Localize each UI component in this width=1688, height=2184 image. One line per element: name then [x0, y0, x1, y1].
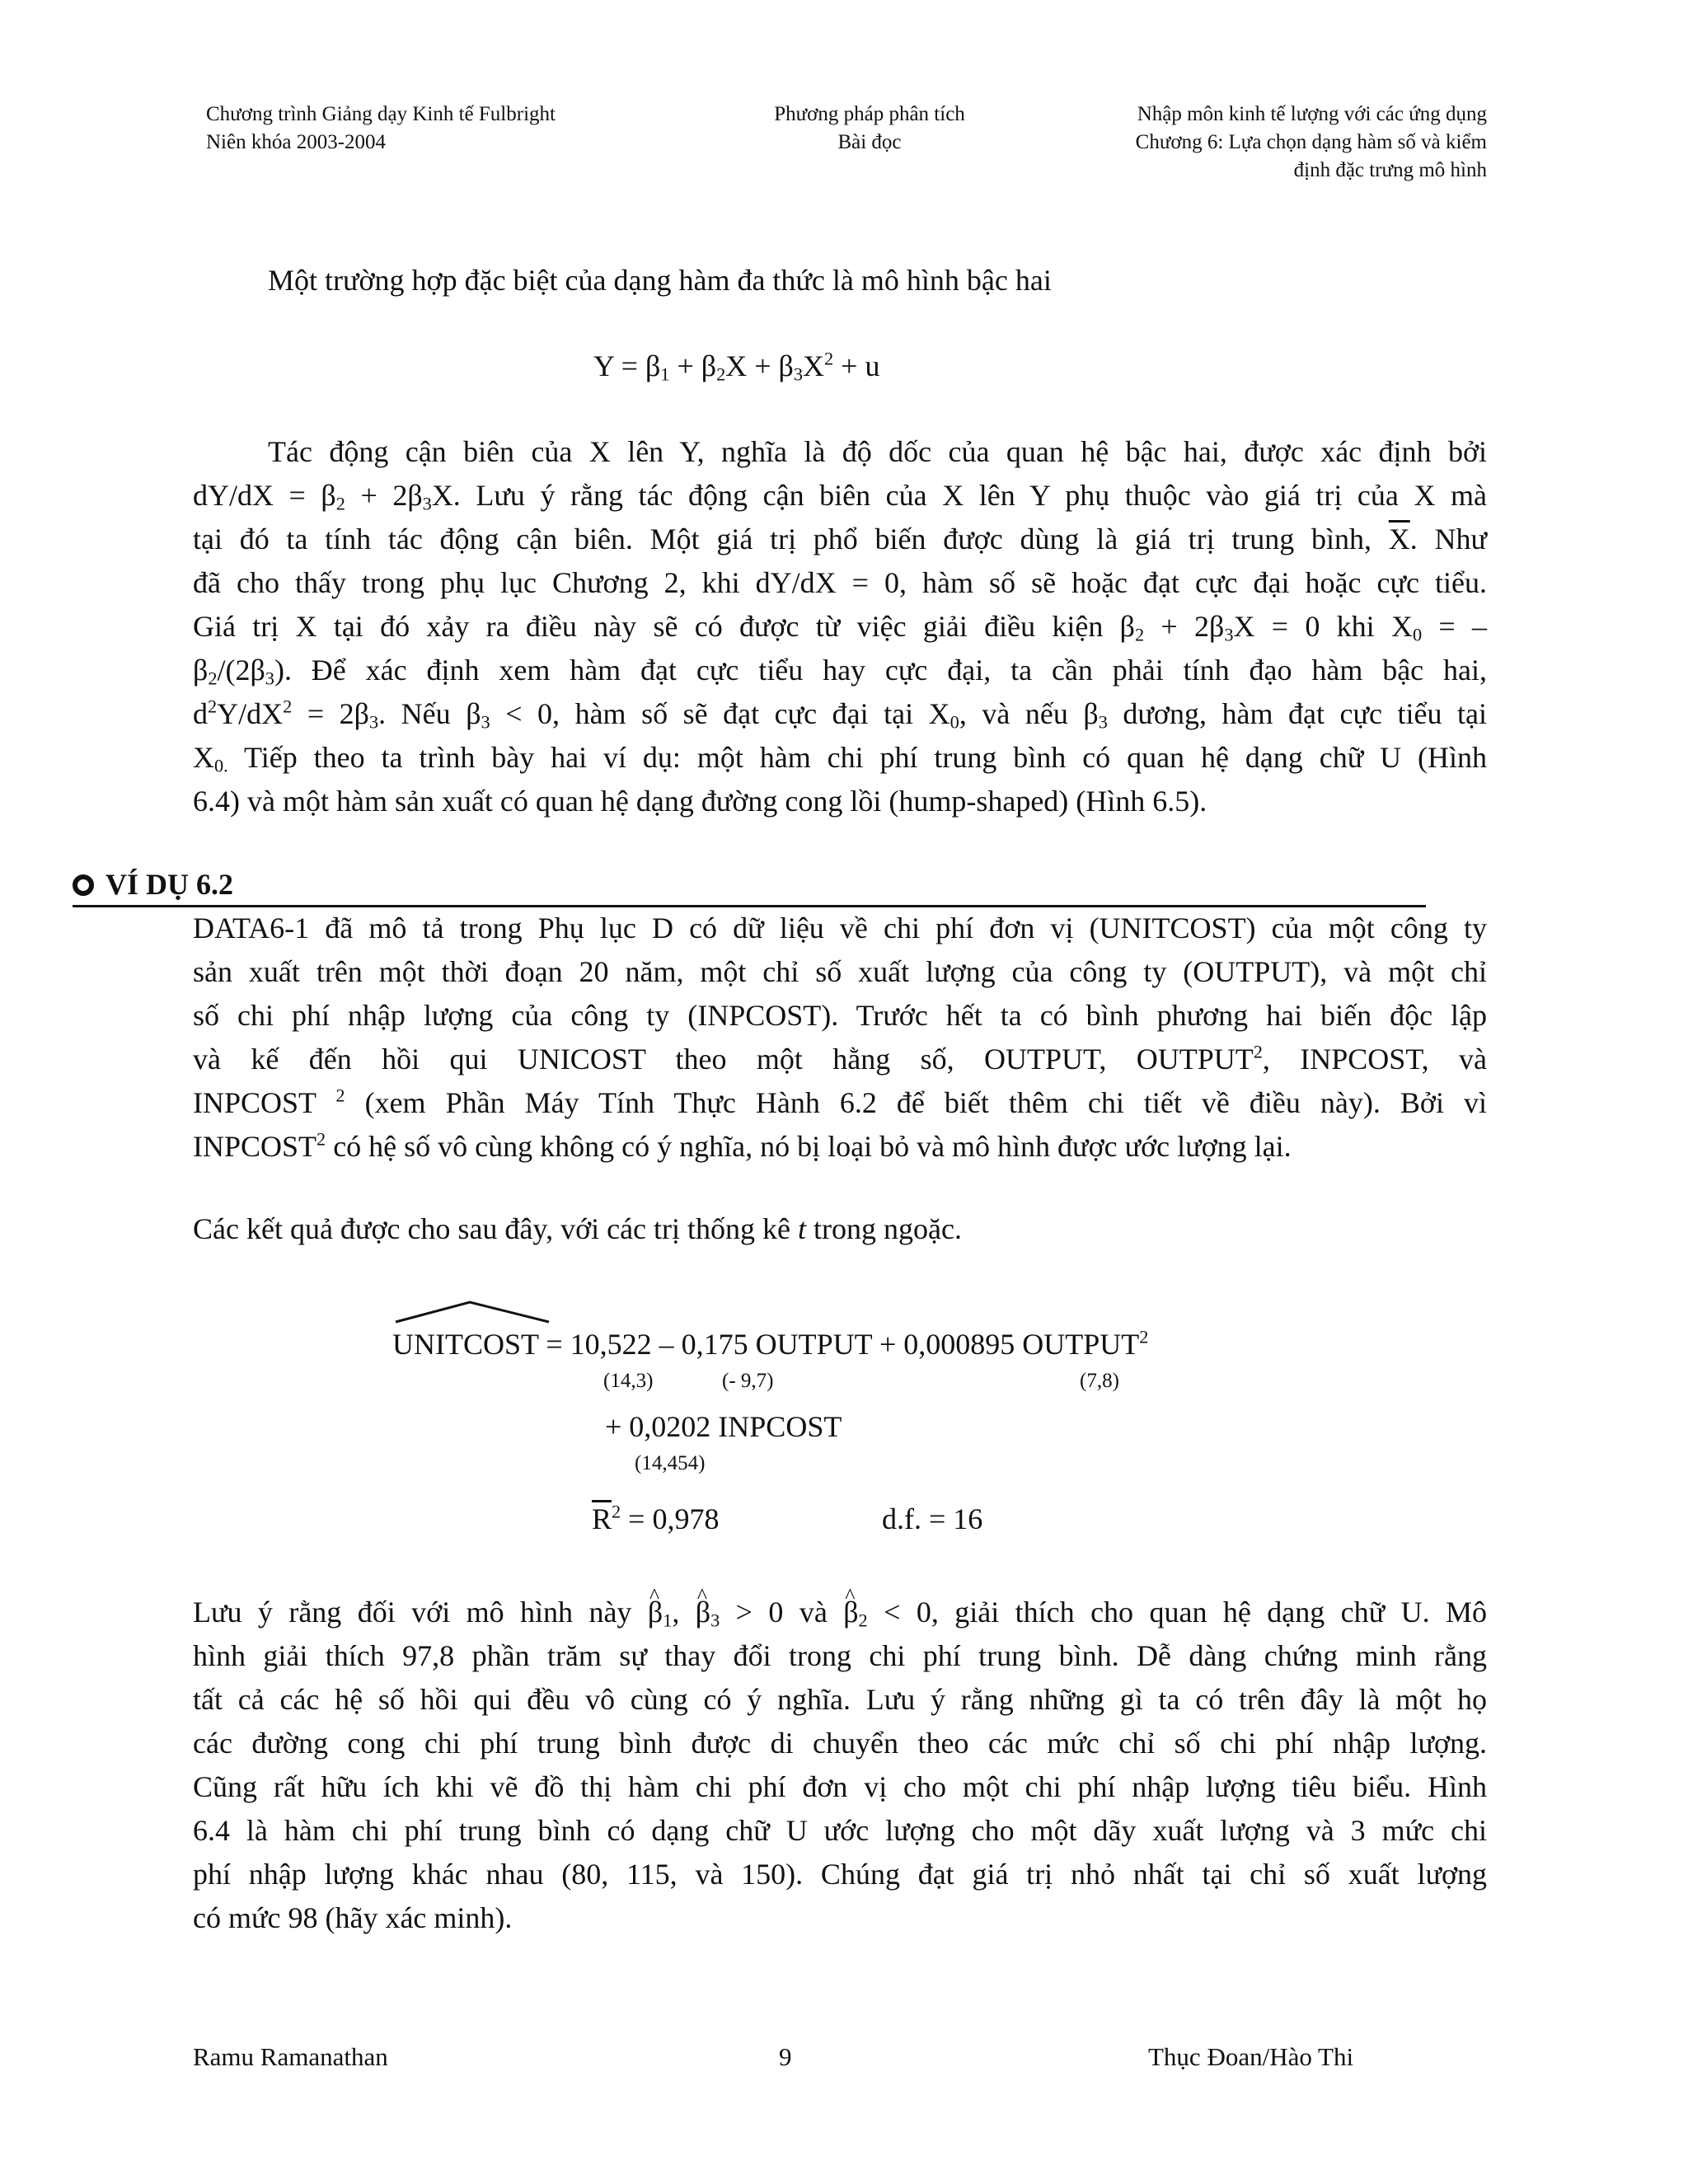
p1-line: $d^2Y/dX^2 = 2\beta_3$. Nếu $\beta_3 < 0$, hàm số sẽ đạt cực đại tại $X_0$, và nếu $\beta_3$ dương, hàm đạt cực tiểu tại [193, 696, 1487, 733]
p4-line: tất cả các hệ số hồi qui đều vô cùng có ý nghĩa. Lưu ý rằng những gì ta có trên đây là một họ [193, 1683, 1487, 1716]
t-stat-4: (14,454) [635, 1452, 706, 1474]
reading-label: Bài đọc [837, 131, 902, 153]
p2-line: INPCOST $^2$ (xem Phần Máy Tính Thực Hành 6.2 để biết thêm chi tiết về điều này). Bởi vì [193, 1085, 1487, 1119]
interpretation-paragraph [193, 1591, 1487, 1940]
p4-line: Cũng rất hữu ích khi vẽ đồ thị hàm chi phí đơn vị cho một chi phí nhập lượng tiêu biểu. Hình [193, 1770, 1487, 1803]
r-squared: $\overline{R}^2 = 0,978$ [592, 1501, 720, 1535]
x-bar: $\overline{X}$ [1388, 523, 1410, 555]
header-left [206, 101, 556, 157]
footer-translators: Thục Đoan/Hào Thi [1148, 2042, 1354, 2071]
header-right [1136, 101, 1487, 185]
hat-symbol [394, 1299, 559, 1324]
p2-line: số chi phí nhập lượng của công ty (INPCOST). Trước hết ta có bình phương hai biến độc lập [193, 999, 1487, 1032]
p1-line: Giá trị X tại đó xảy ra điều này sẽ có được từ việc giải điều kiện $\beta_2 + 2\beta_3X = 0$ khi $X_0$ = – [193, 610, 1487, 645]
academic-year: Niên khóa 2003-2004 [206, 131, 387, 153]
chapter-title-1: Chương 6: Lựa chọn dạng hàm số và kiểm [1135, 131, 1487, 153]
page-number: 9 [779, 2042, 792, 2071]
course-name: Phương pháp phân tích [774, 103, 965, 125]
t-stat-1: (14,3) [603, 1370, 654, 1392]
results-intro: Các kết quả được cho sau đây, với các trị thống kê t trong ngoặc. [193, 1212, 962, 1245]
t-stat-2: (- 9,7) [722, 1370, 774, 1392]
p1-line: $X_{0.}$ Tiếp theo ta trình bày hai ví dụ: một hàm chi phí trung bình có quan hệ dạng chữ U (Hình [193, 741, 1487, 776]
p4-line: 6.4 là hàm chi phí trung bình có dạng chữ U ước lượng cho một dãy xuất lượng và 3 mức chi [193, 1814, 1487, 1847]
p1-line: 6.4) và một hàm sản xuất có quan hệ dạng đường cong lồi (hump-shaped) (Hình 6.5). [193, 785, 1207, 818]
p4-line: Lưu ý rằng đối với mô hình này ^ $\beta_1$, ^ $\beta_3 > 0$ và ^ $\beta_2 < 0$, giải thích cho quan hệ dạng chữ U. Mô [193, 1591, 1487, 1634]
header-center [729, 101, 1010, 157]
p2-line: DATA6-1 đã mô tả trong Phụ lục D có dữ liệu về chi phí đơn vị (UNITCOST) của một công ty [193, 912, 1487, 944]
p1-line: tại đó ta tính tác động cận biên. Một giá trị phổ biến được dùng là giá trị trung bình, $\overline{X}$. Như [193, 523, 1487, 555]
bullet-circle-icon [73, 874, 94, 896]
p2-line: và kế đến hồi qui UNICOST theo một hằng số, OUTPUT, OUTPUT$^2$, INPCOST, và [193, 1041, 1487, 1076]
quadratic-equation: $Y = \beta_1 + \beta_2X + \beta_3X^2 + u$ [593, 348, 880, 385]
degrees-of-freedom: d.f. = 16 [882, 1502, 983, 1535]
p1-line: đã cho thấy trong phụ lục Chương 2, khi dY/dX = 0, hàm số sẽ hoặc đạt cực đại hoặc cực tiểu. [193, 566, 1487, 599]
p4-line: các đường cong chi phí trung bình được di chuyển theo các mức chỉ số chi phí nhập lượng. [193, 1727, 1487, 1760]
p4-line: phí nhập lượng khác nhau (80, 115, và 150). Chúng đạt giá trị nhỏ nhất tại chỉ số xuất lượng [193, 1858, 1487, 1891]
program-name: Chương trình Giảng dạy Kinh tế Fulbright [206, 103, 556, 125]
regression-line-1: UNITCOST = 10,522 – 0,175 OUTPUT + 0,000895 OUTPUT$^2$ [392, 1326, 1149, 1361]
example-heading [73, 864, 1426, 907]
intro-paragraph: Một trường hợp đặc biệt của dạng hàm đa thức là mô hình bậc hai [268, 264, 1052, 297]
p2-line: INPCOST$^2$ có hệ số vô cùng không có ý nghĩa, nó bị loại bỏ và mô hình được ước lượng lại. [193, 1128, 1292, 1163]
p2-line: sản xuất trên một thời đoạn 20 năm, một chỉ số xuất lượng của công ty (OUTPUT), và một chỉ [193, 955, 1487, 988]
footer-author: Ramu Ramanathan [193, 2042, 388, 2071]
book-title: Nhập môn kinh tế lượng với các ứng dụng [1137, 103, 1487, 125]
p1-line: $\beta_2/(2\beta_3)$. Để xác định xem hàm đạt cực tiểu hay cực đại, ta cần phải tính đạo hàm bậc hai, [193, 654, 1487, 689]
regression-line-2: + 0,0202 INPCOST [605, 1410, 842, 1443]
marginal-effect-paragraph [193, 430, 1487, 823]
t-stat-3: (7,8) [1080, 1370, 1119, 1392]
p1-line: Tác động cận biên của X lên Y, nghĩa là độ dốc của quan hệ bậc hai, được xác định bởi [268, 435, 1487, 468]
p4-line: hình giải thích 97,8 phần trăm sự thay đổi trong chi phí trung bình. Dễ dàng chứng minh rằng [193, 1639, 1487, 1672]
data-description-paragraph [193, 907, 1487, 1169]
chapter-title-2: định đặc trưng mô hình [1293, 159, 1487, 181]
p4-line: có mức 98 (hãy xác minh). [193, 1901, 513, 1934]
p1-line: $dY/dX = \beta_2 + 2\beta_3X$. Lưu ý rằng tác động cận biên của X lên Y phụ thuộc vào giá trị của X mà [193, 479, 1487, 514]
example-title: VÍ DỤ 6.2 [106, 868, 234, 901]
